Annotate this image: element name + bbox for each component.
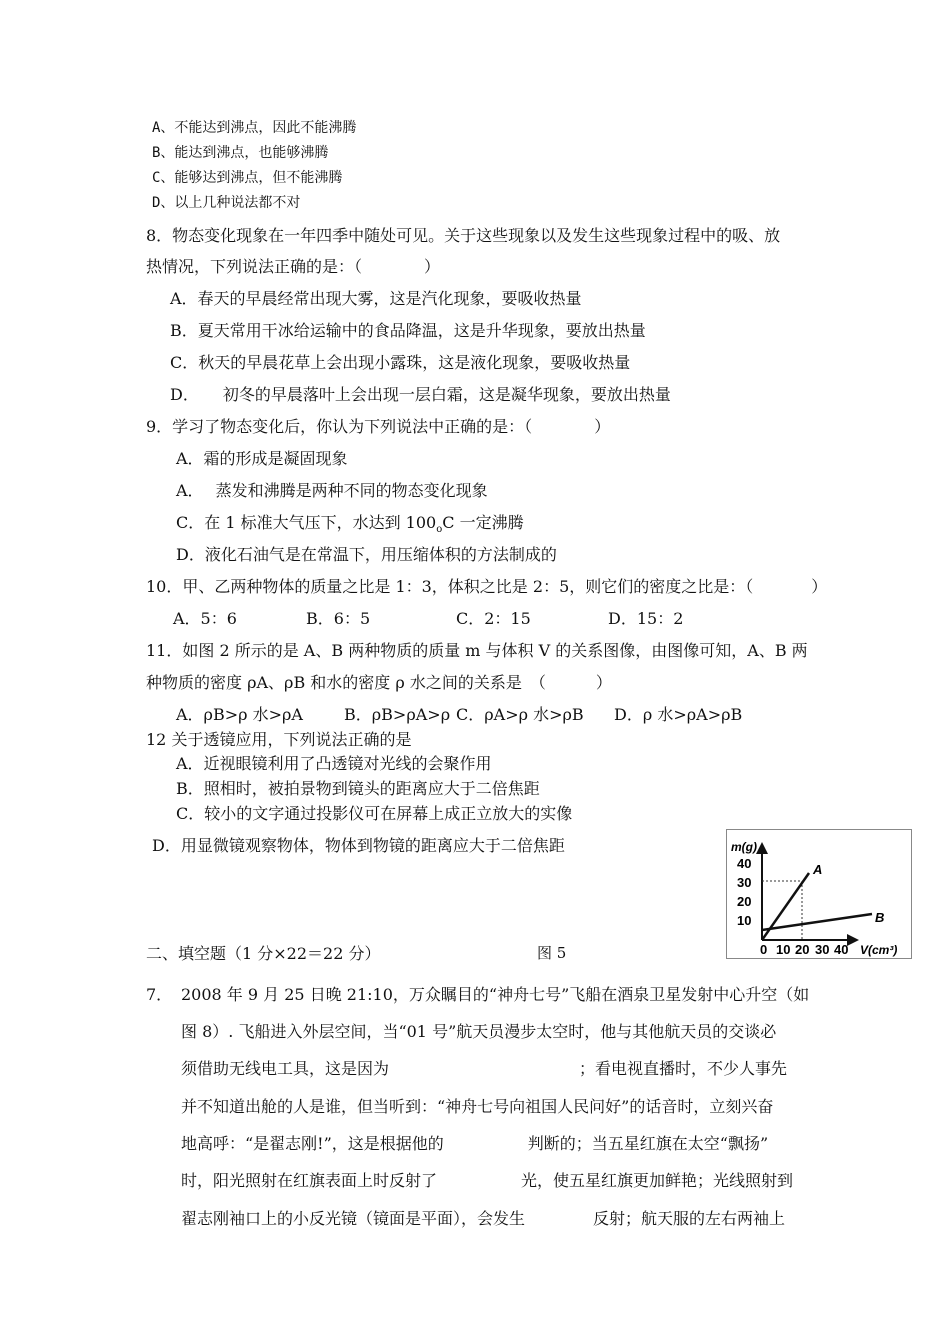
q7-option-b: B、能达到沸点，也能够沸腾 [152, 145, 329, 161]
fill-q7-line7-pre: 翟志刚袖口上的小反光镜（镜面是平面），会发生 [181, 1209, 526, 1228]
q8-paren-close: ） [424, 257, 441, 276]
q8-option-d-label: D． [170, 385, 199, 404]
q8-stem-line1: 8．物态变化现象在一年四季中随处可见。关于这些现象以及发生这些现象过程中的吸、放 [146, 226, 781, 245]
q9-paren-close: ） [594, 417, 611, 436]
fill-q7-line6-pre: 时，阳光照射在红旗表面上时反射了 [181, 1171, 438, 1190]
fill-q7-line6 [181, 1173, 793, 1189]
q10-option-a: A．5：6 [173, 609, 237, 628]
q8-option-d [170, 387, 671, 403]
q12-stem: 12 关于透镜应用，下列说法正确的是 [146, 730, 412, 749]
q11-option-a: A．ρB>ρ 水>ρA [176, 705, 303, 724]
figure-caption: 图 5 [537, 944, 567, 962]
q8-option-d-text: 初冬的早晨落叶上会出现一层白霜，这是凝华现象，要放出热量 [222, 385, 671, 404]
q8-option-c: C．秋天的早晨花草上会出现小露珠，这是液化现象，要吸收热量 [170, 353, 631, 372]
q12-option-b: B．照相时，被拍景物到镜头的距离应大于二倍焦距 [176, 779, 540, 798]
q9-option-c-pre: C．在 1 标准大气压下，水达到 100 [176, 513, 437, 532]
line-a-label: A [813, 862, 823, 877]
mass-volume-figure [726, 829, 912, 959]
q7-option-a: A、不能达到沸点，因此不能沸腾 [152, 120, 357, 136]
x-tick-40: 40 [834, 942, 849, 957]
y-tick-30: 30 [737, 875, 752, 890]
x-axis-label: V(cm³) [860, 943, 898, 957]
q11-option-d: D．ρ 水>ρA>ρB [614, 705, 743, 724]
fill-q7-line6-post: 光，使五星红旗更加鲜艳；光线照射到 [521, 1171, 794, 1190]
q9-option-c-post: C 一定沸腾 [442, 513, 524, 532]
q10-stem [146, 579, 827, 595]
q9-stem [146, 419, 610, 435]
fill-q7-line1: 2008 年 9 月 25 日晚 21:10，万众瞩目的“神舟七号”飞船在酒泉卫星发射中心升空（如 [181, 985, 810, 1004]
q9-stem-text: 9．学习了物态变化后，你认为下列说法中正确的是：（ [146, 417, 533, 436]
fill-q7-line3-pre: 须借助无线电工具，这是因为 [181, 1059, 390, 1078]
section2-title: 二、填空题（1 分×22＝22 分） [146, 944, 381, 963]
q8-stem-line2 [146, 259, 440, 275]
q11-stem-text: 种物质的密度 ρA、ρB 和水的密度 ρ 水之间的关系是 （ [146, 673, 546, 692]
q10-option-d: D．15：2 [608, 609, 684, 628]
q9-option-c-sub: o [436, 524, 443, 536]
y-axis-label: m(g) [731, 840, 757, 854]
fill-q7-line4: 并不知道出舱的人是谁，但当听到：“神舟七号向祖国人民问好”的话音时，立刻兴奋 [181, 1097, 774, 1116]
q9-option-c [176, 515, 524, 535]
fill-q7-line7 [181, 1211, 785, 1227]
q12-option-c: C．较小的文字通过投影仪可在屏幕上成正立放大的实像 [176, 804, 573, 823]
fill-q7-number: 7． [146, 985, 173, 1004]
q11-stem-line1: 11．如图 2 所示的是 A、B 两种物质的质量 m 与体积 V 的关系图像，由图像可知，A、B 两 [146, 641, 808, 660]
x-tick-10: 10 [776, 942, 791, 957]
q10-stem-text: 10．甲、乙两种物体的质量之比是 1：3，体积之比是 2：5，则它们的密度之比是：（ [146, 577, 754, 596]
fill-q7-line3 [181, 1061, 787, 1077]
y-tick-20: 20 [737, 894, 752, 909]
q11-option-c: C．ρA>ρ 水>ρB [456, 705, 584, 724]
q11-option-b: B．ρB>ρA>ρ [344, 705, 451, 724]
q9-option-a: A．霜的形成是凝固现象 [176, 449, 348, 468]
fill-q7-line2: 图 8）. 飞船进入外层空间，当“01 号”航天员漫步太空时，他与其他航天员的交谈必 [181, 1022, 777, 1041]
q10-option-b: B．6：5 [306, 609, 371, 628]
q7-option-c: C、能够达到沸点，但不能沸腾 [152, 170, 343, 186]
fill-q7-line5 [181, 1136, 768, 1152]
fill-q7-line3-post: ；看电视直播时，不少人事先 [579, 1059, 788, 1078]
q9-option-d: D．液化石油气是在常温下，用压缩体积的方法制成的 [176, 545, 557, 564]
x-tick-20: 20 [795, 942, 810, 957]
q12-option-d: D．用显微镜观察物体，物体到物镜的距离应大于二倍焦距 [152, 836, 565, 855]
fill-q7-line7-post: 反射；航天服的左右两袖上 [593, 1209, 786, 1228]
line-b-label: B [875, 910, 885, 925]
fill-q7-line5-pre: 地高呼：“是翟志刚!”，这是根据他的 [181, 1134, 444, 1153]
q8-option-b: B．夏天常用干冰给运输中的食品降温，这是升华现象，要放出热量 [170, 321, 646, 340]
q10-option-c: C．2：15 [456, 609, 531, 628]
q9-option-a2-label: A． [176, 481, 204, 500]
q8-option-a: A．春天的早晨经常出现大雾，这是汽化现象，要吸收热量 [170, 289, 582, 308]
mass-volume-graph [727, 830, 911, 958]
q7-option-d: D、以上几种说法都不对 [152, 195, 301, 211]
q11-stem-line2 [146, 675, 612, 691]
q11-paren-close: ） [595, 673, 612, 692]
q12-option-a: A．近视眼镜利用了凸透镜对光线的会聚作用 [176, 754, 492, 773]
q10-paren-close: ） [811, 577, 828, 596]
q9-option-a2-text: 蒸发和沸腾是两种不同的物态变化现象 [215, 481, 488, 500]
x-tick-0: 0 [760, 942, 768, 957]
y-tick-40: 40 [737, 856, 752, 871]
y-tick-10: 10 [737, 913, 752, 928]
x-tick-30: 30 [815, 942, 830, 957]
q8-stem-text: 热情况，下列说法正确的是：（ [146, 257, 363, 276]
fill-q7-line5-post: 判断的；当五星红旗在太空“飘扬” [527, 1134, 769, 1153]
q9-option-a2 [176, 483, 488, 499]
